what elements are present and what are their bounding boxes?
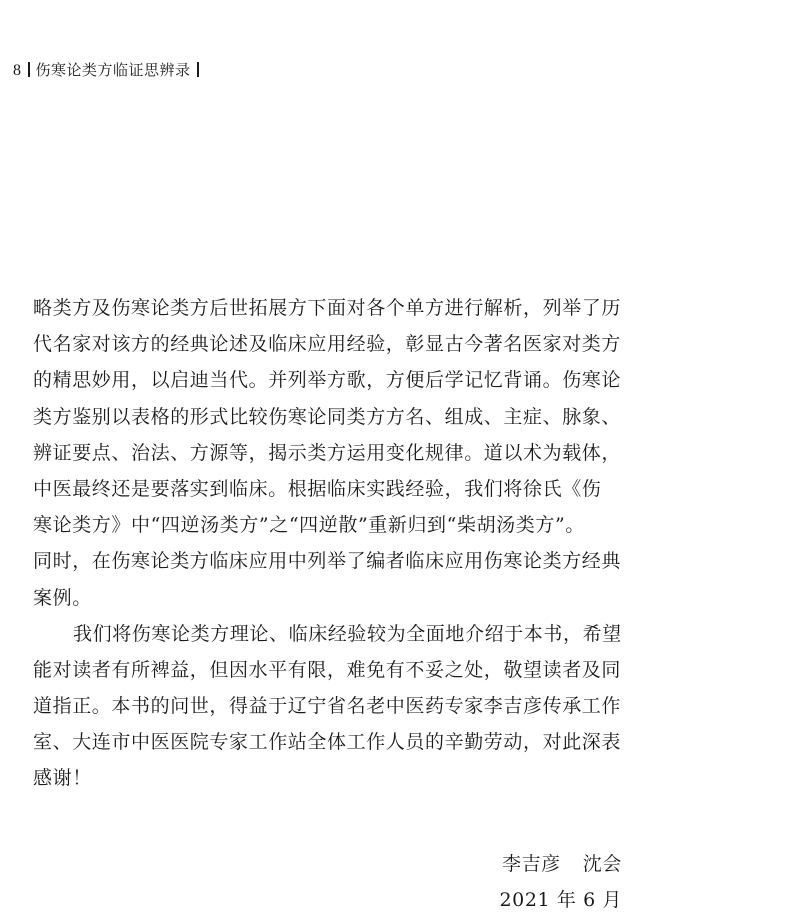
text-line: 寒论类方》中“四逆汤类方”之“四逆散”重新归到“柴胡汤类方”。 [33,514,585,537]
text-line: 辨证要点、治法、方源等，揭示类方运用变化规律。道以术为载体， [33,441,622,464]
author-name: 沈会 [582,853,622,875]
header-divider-left [28,62,30,77]
page-number: 8 [13,62,22,79]
text-line: 案例。 [33,586,92,609]
book-title: 伤寒论类方临证思辨录 [35,61,191,79]
text-line: 类方鉴别以表格的形式比较伤寒论同类方方名、组成、主症、脉象、 [33,405,622,428]
text-line: 略类方及伤寒论类方后世拓展方下面对各个单方进行解析，列举了历 [33,297,622,319]
text-line: 中医最终还是要落实到临床。根据临床实践经验，我们将徐氏《伤 [33,477,602,500]
text-line: 感谢！ [33,767,92,790]
running-head [13,58,205,83]
text-line: 的精思妙用，以启迪当代。并列举方歌，方便后学记忆背诵。伤寒论 [33,369,622,392]
signature-block [499,846,622,918]
signature-date: 2021 年 6 月 [499,889,622,911]
text-line: 同时，在伤寒论类方临床应用中列举了编者临床应用伤寒论类方经典 [33,550,622,573]
text-line: 代名家对该方的经典论述及临床应用经验，彰显古今著名医家对类方 [33,333,622,356]
author-name: 李吉彦 [501,853,561,875]
header-divider-right [197,62,199,77]
body-text [33,290,623,797]
author-names [499,846,622,882]
paragraph-start-line: 我们将伤寒论类方理论、临床经验较为全面地介绍于本书，希望 [73,622,622,645]
text-line: 能对读者有所裨益，但因水平有限，难免有不妥之处，敬望读者及同 [33,658,622,681]
text-line: 道指正。本书的问世，得益于辽宁省名老中医药专家李吉彦传承工作 [33,695,622,718]
text-line: 室、大连市中医医院专家工作站全体工作人员的辛勤劳动，对此深表 [33,731,622,754]
